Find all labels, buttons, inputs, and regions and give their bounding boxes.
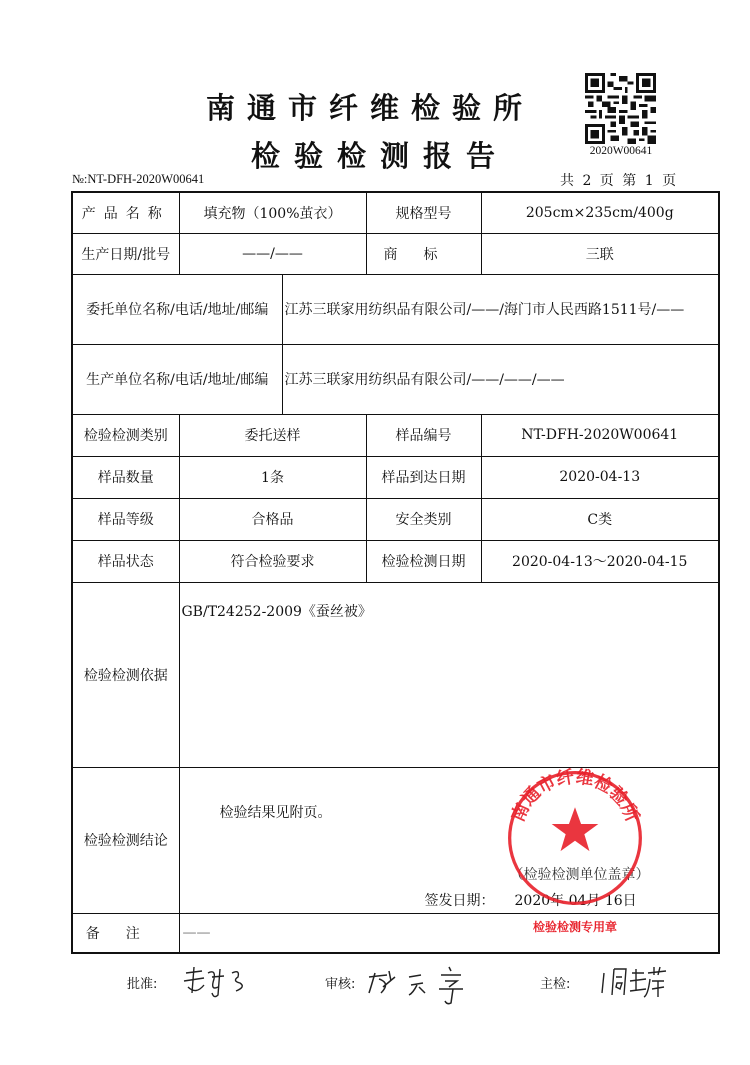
- stamp-outer-text: 南通市纤维检验所: [508, 768, 642, 825]
- issue-date: 2020年 04月 16日: [514, 892, 637, 909]
- test-type-value: 委托送样: [179, 414, 366, 456]
- quantity-label: 样品数量: [72, 456, 179, 498]
- brand-value: 三联: [481, 233, 719, 274]
- test-type-label: 检验检测类别: [72, 414, 179, 456]
- reviewer-signature-icon: [365, 965, 475, 1005]
- test-date-label: 检验检测日期: [366, 540, 481, 582]
- inspect-label: 主检:: [540, 977, 571, 992]
- seal-note: （检验检测单位盖章）: [509, 866, 650, 883]
- grade-label: 样品等级: [72, 498, 179, 540]
- sample-no-label: 样品编号: [366, 414, 481, 456]
- qr-code-icon: [585, 73, 656, 144]
- grade-value: 合格品: [179, 498, 366, 540]
- official-stamp: [505, 768, 645, 908]
- spec-value: 205cm×235cm/400g: [481, 192, 719, 233]
- basis-value: GB/T24252-2009《蚕丝被》: [179, 582, 719, 767]
- page-info: 共 2 页 第 1 页: [560, 173, 679, 189]
- inspector-signature-icon: [600, 965, 670, 999]
- test-date-value: 2020-04-13～2020-04-15: [481, 540, 719, 582]
- sample-no-value: NT-DFH-2020W00641: [481, 414, 719, 456]
- conclusion-text: 检验结果见附页。: [219, 804, 332, 821]
- qr-caption: 2020W00641: [589, 145, 653, 157]
- approve-label: 批准:: [127, 977, 158, 992]
- remarks-label: 备注: [72, 913, 179, 953]
- product-name-label: 产品名称: [72, 192, 179, 233]
- quantity-value: 1条: [179, 456, 366, 498]
- brand-label: 商标: [366, 233, 481, 274]
- report-number: №:NT-DFH-2020W00641: [72, 172, 205, 186]
- state-label: 样品状态: [72, 540, 179, 582]
- state-value: 符合检验要求: [179, 540, 366, 582]
- safety-label: 安全类别: [366, 498, 481, 540]
- arrival-value: 2020-04-13: [481, 456, 719, 498]
- arrival-label: 样品到达日期: [366, 456, 481, 498]
- prod-date-label: 生产日期/批号: [72, 233, 179, 274]
- stamp-bottom-text: 检验检测专用章: [532, 920, 617, 934]
- client-value: 江苏三联家用纺织品有限公司/——/海门市人民西路1511号/——: [282, 274, 719, 344]
- institute-title: 南通市纤维检验所: [205, 91, 534, 125]
- remarks-value: ——: [179, 913, 719, 953]
- basis-label: 检验检测依据: [72, 582, 179, 767]
- producer-label: 生产单位名称/电话/地址/邮编: [72, 344, 282, 414]
- conclusion-label: 检验检测结论: [72, 767, 179, 913]
- issue-date-label: 签发日期：: [424, 892, 495, 909]
- producer-value: 江苏三联家用纺织品有限公司/——/——/——: [282, 344, 719, 414]
- signature-row: [0, 965, 750, 1005]
- prod-date-value: ——/——: [179, 233, 366, 274]
- report-title: 检验检测报告: [250, 139, 509, 173]
- spec-label: 规格型号: [366, 192, 481, 233]
- safety-value: C类: [481, 498, 719, 540]
- review-label: 审核:: [325, 977, 356, 992]
- stamp-star-icon: [552, 807, 599, 851]
- client-label: 委托单位名称/电话/地址/邮编: [72, 274, 282, 344]
- product-name-value: 填充物（100%茧衣）: [179, 192, 366, 233]
- approver-signature-icon: [180, 965, 260, 999]
